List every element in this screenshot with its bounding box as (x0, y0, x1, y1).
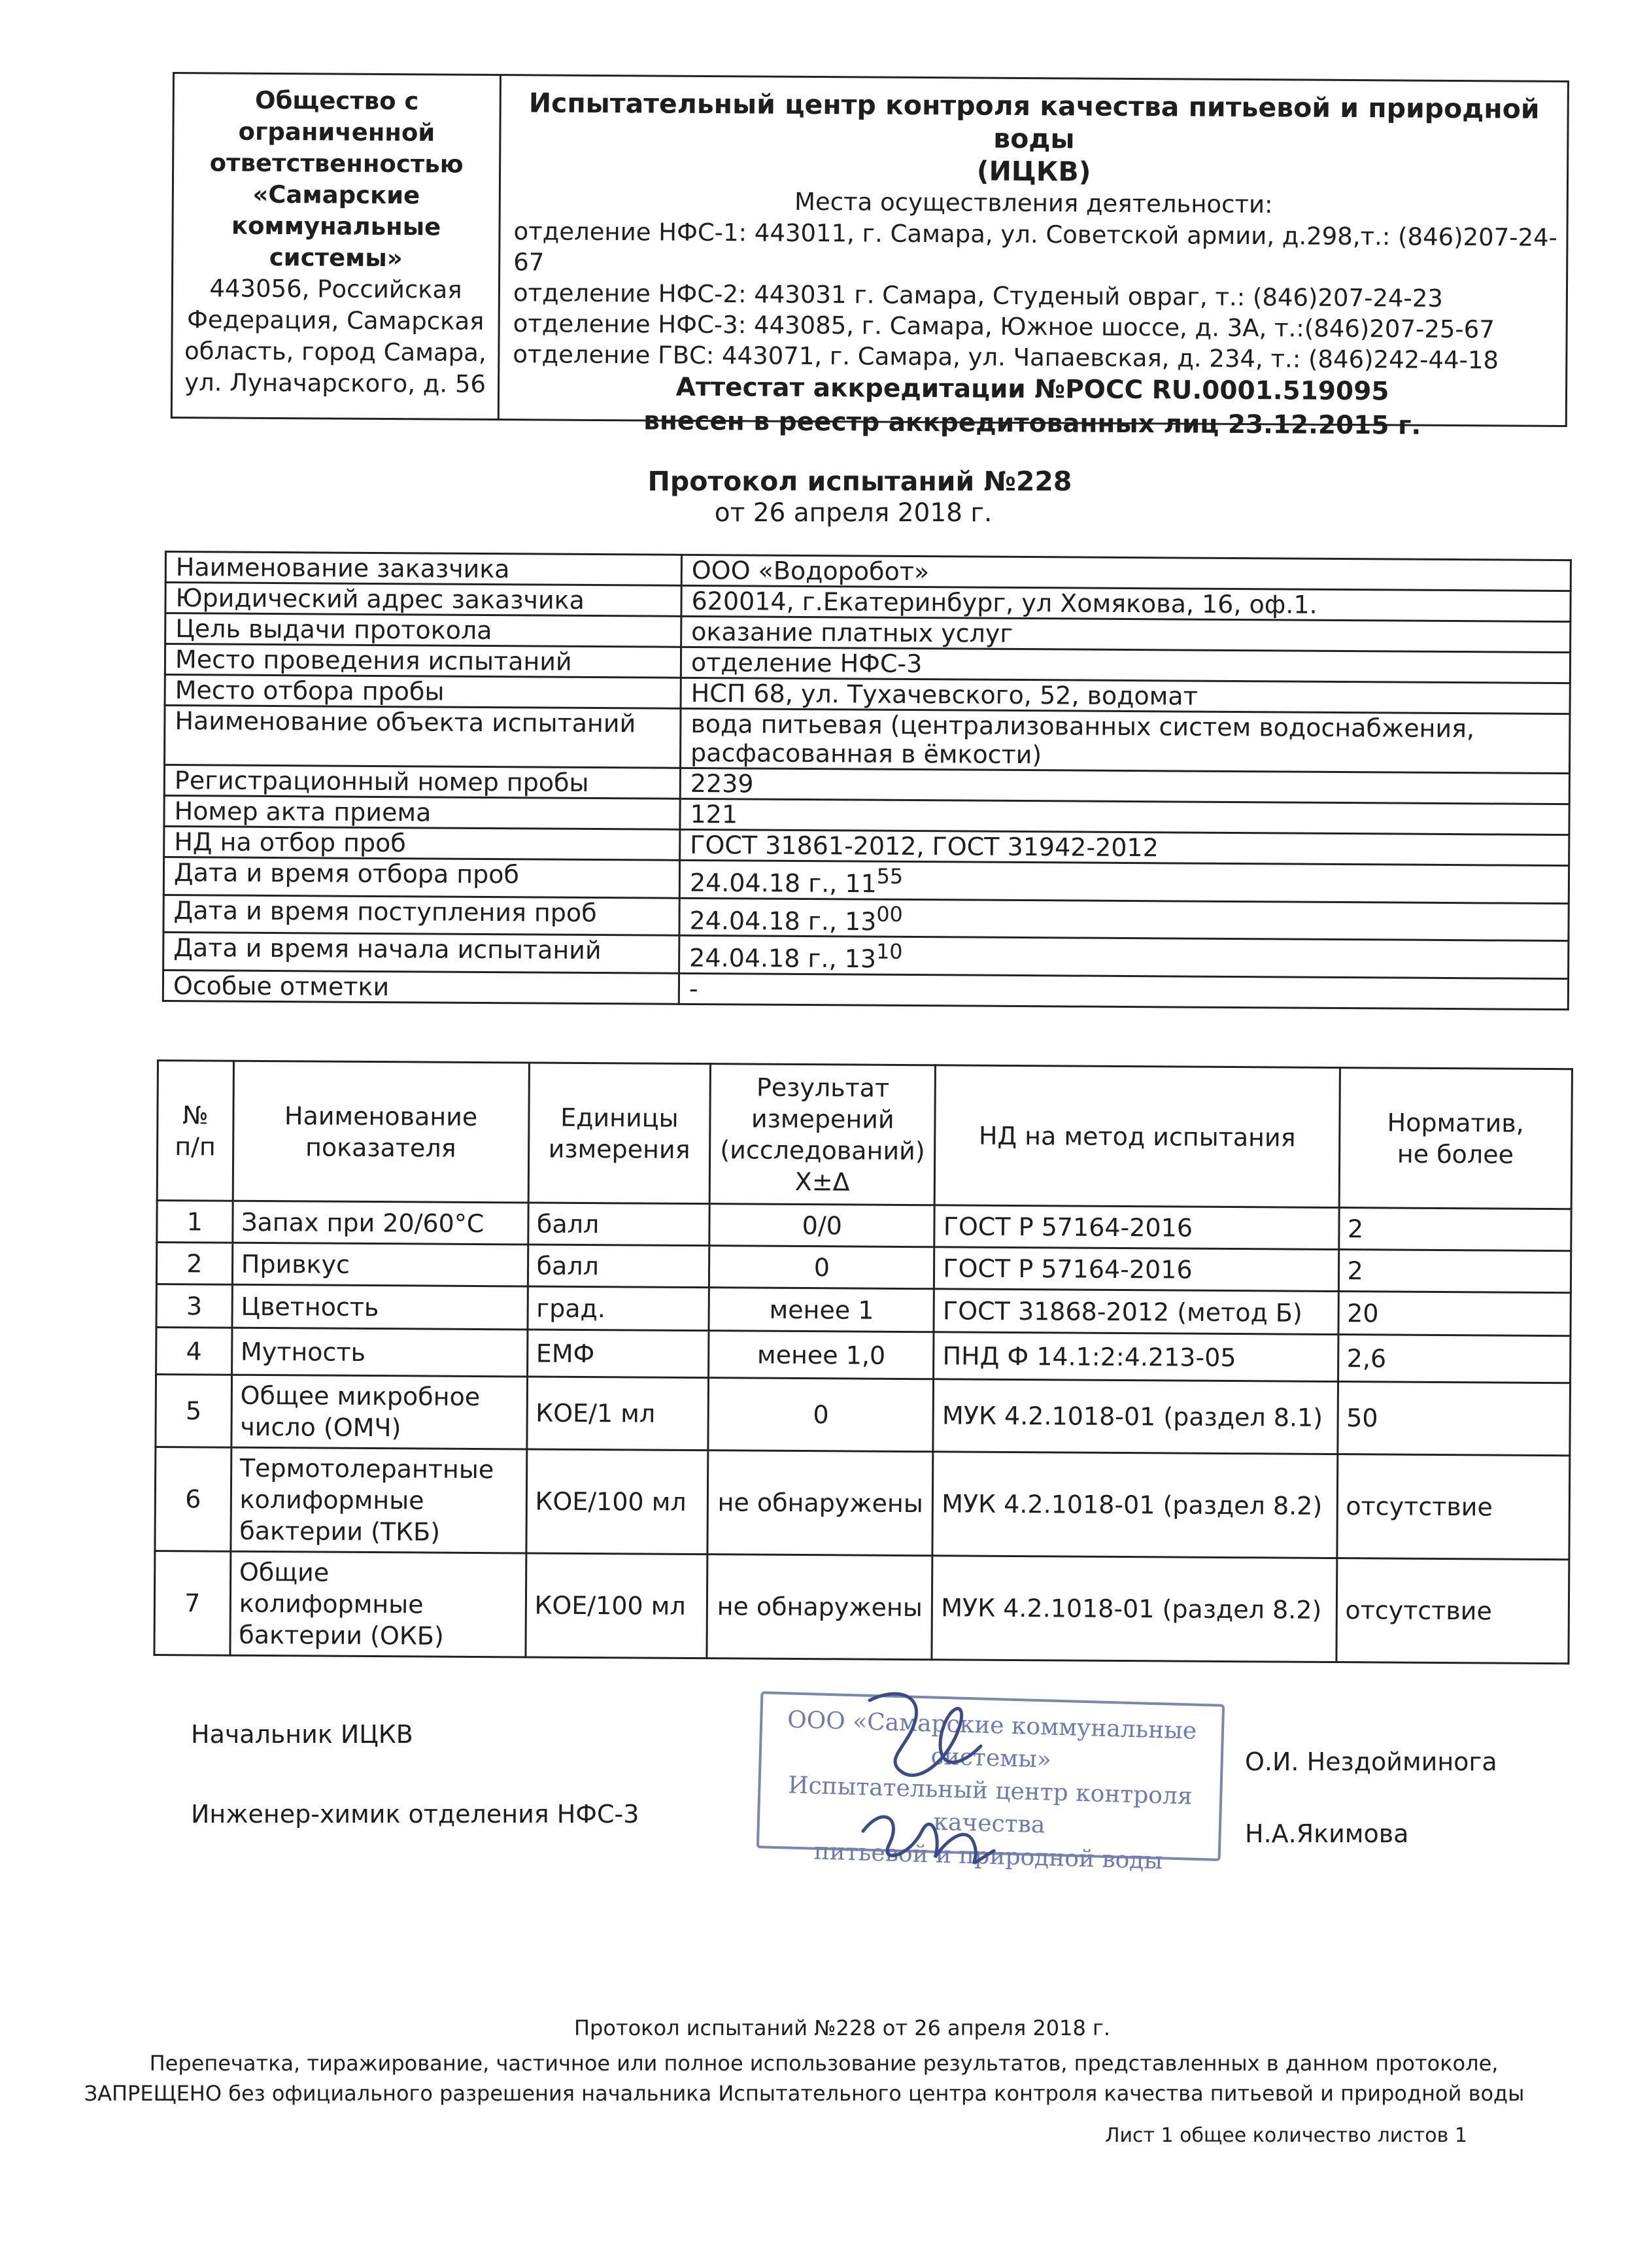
info-value: 620014, г.Екатеринбург, ул Хомякова, 16, оф.1. (681, 585, 1571, 621)
col-unit-line: измерения (548, 1134, 690, 1164)
info-value: 2239 (680, 768, 1569, 804)
col-result-line: измерений (751, 1104, 894, 1134)
row-unit: КОЕ/100 мл (525, 1553, 707, 1658)
branch-line: отделение НФС-3: 443085, г. Самара, Южное шоссе, д. 3А, т.:(846)207-25-67 (513, 309, 1495, 344)
col-result-line: Результат (756, 1073, 890, 1103)
row-unit: ЕМФ (527, 1330, 709, 1378)
row-norm: отсутствие (1336, 1454, 1569, 1560)
footer-warning: ЗАПРЕЩЕНО без официального разрешения начальника Испытательного центра контроля качества питьевой и природной воды (84, 2081, 1525, 2106)
branch-line: отделение ГВС: 443071, г. Самара, ул. Чапаевская, д. 234, т.: (846)242-44-18 (513, 340, 1499, 375)
col-result-line: Х±Δ (794, 1167, 850, 1196)
date-value: 24.04.18 г., 11 (689, 868, 877, 899)
row-method: МУК 4.2.1018-01 (раздел 8.1) (933, 1379, 1338, 1454)
info-value-line: расфасованная в ёмкости) (690, 738, 1042, 770)
handwritten-signature (843, 1674, 1013, 1883)
row-indicator (231, 1375, 527, 1449)
col-num (157, 1061, 233, 1201)
row-result: менее 1 (709, 1288, 934, 1332)
row-method: ПНД Ф 14.1:2:4.213-05 (934, 1332, 1338, 1382)
table-row (156, 1375, 1571, 1456)
org-name: ответственностью (209, 148, 464, 179)
footer-warning: Перепечатка, тиражирование, частичное или полное использование результатов, представленных в данном протоколе, (149, 2051, 1499, 2076)
info-key: НД на отбор проб (164, 827, 680, 861)
row-norm: 20 (1338, 1292, 1571, 1336)
org-name: коммунальные (231, 211, 441, 241)
info-key: Место отбора пробы (165, 675, 681, 709)
stamp-line: Испытательный центр контроля качества (787, 1772, 1193, 1839)
info-key: Дата и время отбора проб (163, 857, 679, 898)
protocol-title: Протокол испытаний №228 (647, 466, 1072, 497)
info-key: Дата и время поступления проб (163, 895, 679, 935)
row-method: МУК 4.2.1018-01 (раздел 8.2) (932, 1452, 1337, 1558)
info-value (679, 860, 1569, 903)
col-result (710, 1064, 936, 1205)
info-row (164, 706, 1570, 774)
row-num: 5 (156, 1375, 231, 1448)
indicator-line: Общее микробное (240, 1381, 481, 1412)
info-value: оказание платных услуг (681, 616, 1571, 652)
row-method: ГОСТ Р 57164-2016 (934, 1247, 1339, 1292)
col-norm (1339, 1068, 1572, 1209)
sheet-count: Лист 1 общее количество листов 1 (1105, 2124, 1467, 2147)
places-label: Места осуществления деятельности: (794, 187, 1273, 219)
row-norm: 2 (1338, 1250, 1571, 1293)
info-key: Место проведения испытаний (165, 644, 681, 678)
date-value: 24.04.18 г., 13 (689, 943, 877, 974)
info-key: Регистрационный номер пробы (164, 765, 680, 799)
time-minutes: 55 (876, 865, 904, 889)
info-key: Наименование объекта испытаний (164, 706, 681, 768)
row-method: МУК 4.2.1018-01 (раздел 8.2) (932, 1556, 1336, 1662)
row-result: 0 (708, 1378, 934, 1452)
info-key: Цель выдачи протокола (165, 613, 681, 647)
info-value: ГОСТ 31861-2012, ГОСТ 31942-2012 (680, 829, 1569, 865)
org-address: область, город Самара, (184, 337, 486, 367)
row-indicator: Привкус (232, 1243, 528, 1286)
row-result: 0 (709, 1246, 934, 1289)
org-name: системы» (269, 243, 403, 273)
header-block (171, 72, 1569, 441)
row-result: 0/0 (709, 1204, 934, 1247)
row-result: не обнаружены (707, 1451, 933, 1556)
org-address: ул. Луначарского, д. 56 (184, 368, 486, 398)
time-minutes: 10 (876, 940, 903, 965)
results-header-row (157, 1061, 1572, 1209)
row-num: 2 (156, 1243, 232, 1285)
info-key: Юридический адрес заказчика (165, 583, 681, 617)
engineer-name: Н.А.Якимова (1245, 1819, 1409, 1848)
col-norm-line: Норматив, (1387, 1107, 1524, 1138)
table-row (155, 1447, 1570, 1559)
row-indicator (231, 1447, 527, 1553)
row-norm: отсутствие (1336, 1558, 1569, 1664)
col-unit (528, 1063, 711, 1204)
table-row (154, 1551, 1569, 1663)
footer-protocol-ref: Протокол испытаний №228 от 26 апреля 2018 г. (573, 2016, 1111, 2040)
indicator-line: колиформные (239, 1485, 424, 1515)
row-result: не обнаружены (707, 1555, 932, 1660)
org-address: 443056, Российская (209, 274, 462, 304)
col-norm-line: не более (1397, 1139, 1514, 1169)
indicator-line: Общие (239, 1557, 330, 1587)
row-indicator (230, 1551, 526, 1657)
info-value: - (679, 973, 1568, 1009)
row-unit: КОЕ/100 мл (526, 1449, 708, 1555)
indicator-line: Термотолерантные (239, 1453, 494, 1485)
org-name: «Самарские (252, 180, 420, 210)
center-abbrev: (ИЦКВ) (976, 155, 1091, 188)
time-minutes: 00 (876, 902, 903, 927)
sample-info-table (162, 551, 1572, 1010)
row-norm: 2,6 (1338, 1335, 1571, 1383)
col-unit-line: Единицы (560, 1103, 679, 1133)
info-value (679, 898, 1569, 941)
row-method: ГОСТ Р 57164-2016 (934, 1205, 1339, 1250)
col-result-line: (исследований) (720, 1135, 925, 1165)
head-name: О.И. Нездойминога (1245, 1747, 1497, 1776)
row-indicator: Цветность (232, 1284, 528, 1330)
registry-note: внесен в реестр аккредитованных лиц 23.12.2015 г. (643, 406, 1421, 441)
row-norm: 50 (1337, 1382, 1570, 1456)
stamp-line: питьевой и природной воды (813, 1838, 1163, 1875)
info-value-line: вода питьевая (централизованных систем водоснабжения, (690, 709, 1475, 744)
row-num: 3 (156, 1284, 232, 1328)
center-title: Испытательный центр контроля качества питьевой и природной воды (528, 87, 1540, 155)
branch-line: отделение НФС-1: 443011, г. Самара, ул. Советской армии, д.298,т.: (846)207-24-67 (513, 217, 1558, 277)
row-unit: град. (528, 1286, 709, 1331)
head-title: Начальник ИЦКВ (191, 1720, 413, 1749)
org-name: Общество с (254, 86, 419, 116)
col-name (233, 1061, 529, 1203)
info-key: Номер акта приема (164, 796, 680, 830)
col-method: НД на метод испытания (934, 1065, 1339, 1208)
indicator-line: бактерии (ОКБ) (239, 1620, 444, 1651)
engineer-title: Инженер-химик отделения НФС-3 (191, 1800, 639, 1829)
info-key: Особые отметки (163, 970, 679, 1004)
accreditation: Аттестат аккредитации №РОСС RU.0001.519095 (675, 372, 1389, 407)
row-result: менее 1,0 (709, 1331, 934, 1379)
signature-stroke-2 (863, 1817, 994, 1863)
indicator-line: число (ОМЧ) (240, 1412, 401, 1443)
signature-stroke-1 (870, 1694, 981, 1776)
row-num: 4 (156, 1328, 232, 1375)
indicator-line: бактерии (ТКБ) (239, 1516, 441, 1547)
row-indicator: Запах при 20/60°С (233, 1201, 528, 1245)
org-name: ограниченной (238, 117, 435, 147)
row-norm: 2 (1338, 1208, 1571, 1251)
date-value: 24.04.18 г., 13 (689, 906, 877, 936)
row-num: 7 (154, 1551, 231, 1655)
organization-block (173, 74, 502, 419)
results-table (153, 1059, 1573, 1664)
test-center-block (500, 76, 1567, 441)
info-value: ООО «Водоробот» (681, 555, 1571, 591)
row-unit: балл (528, 1203, 709, 1246)
org-address: Федерация, Самарская (186, 305, 484, 335)
table-row (156, 1328, 1571, 1383)
row-unit: балл (528, 1245, 709, 1288)
info-value: 121 (680, 799, 1569, 834)
row-unit: КОЕ/1 мл (526, 1377, 708, 1451)
row-method: ГОСТ 31868-2012 (метод Б) (934, 1289, 1338, 1335)
protocol-date: от 26 апреля 2018 г. (714, 498, 993, 528)
col-num-line: № (182, 1100, 209, 1129)
row-indicator: Мутность (231, 1328, 527, 1377)
col-name-line: Наименование (284, 1101, 478, 1131)
info-value: отделение НФС-3 (681, 647, 1570, 683)
info-value (680, 708, 1570, 773)
indicator-line: колиформные (239, 1589, 424, 1619)
row-num: 6 (155, 1447, 231, 1551)
info-key: Дата и время начала испытаний (163, 933, 679, 973)
row-num: 1 (157, 1201, 233, 1243)
col-name-line: показателя (305, 1132, 456, 1163)
info-value (679, 936, 1569, 979)
branch-line: отделение НФС-2: 443031 г. Самара, Студеный овраг, т.: (846)207-24-23 (513, 279, 1444, 313)
stamp-line: ООО «Самарские коммунальные системы» (787, 1706, 1197, 1774)
col-num-line: п/п (175, 1131, 216, 1161)
info-value: НСП 68, ул. Тухачевского, 52, водомат (681, 678, 1570, 713)
info-key: Наименование заказчика (165, 552, 681, 586)
